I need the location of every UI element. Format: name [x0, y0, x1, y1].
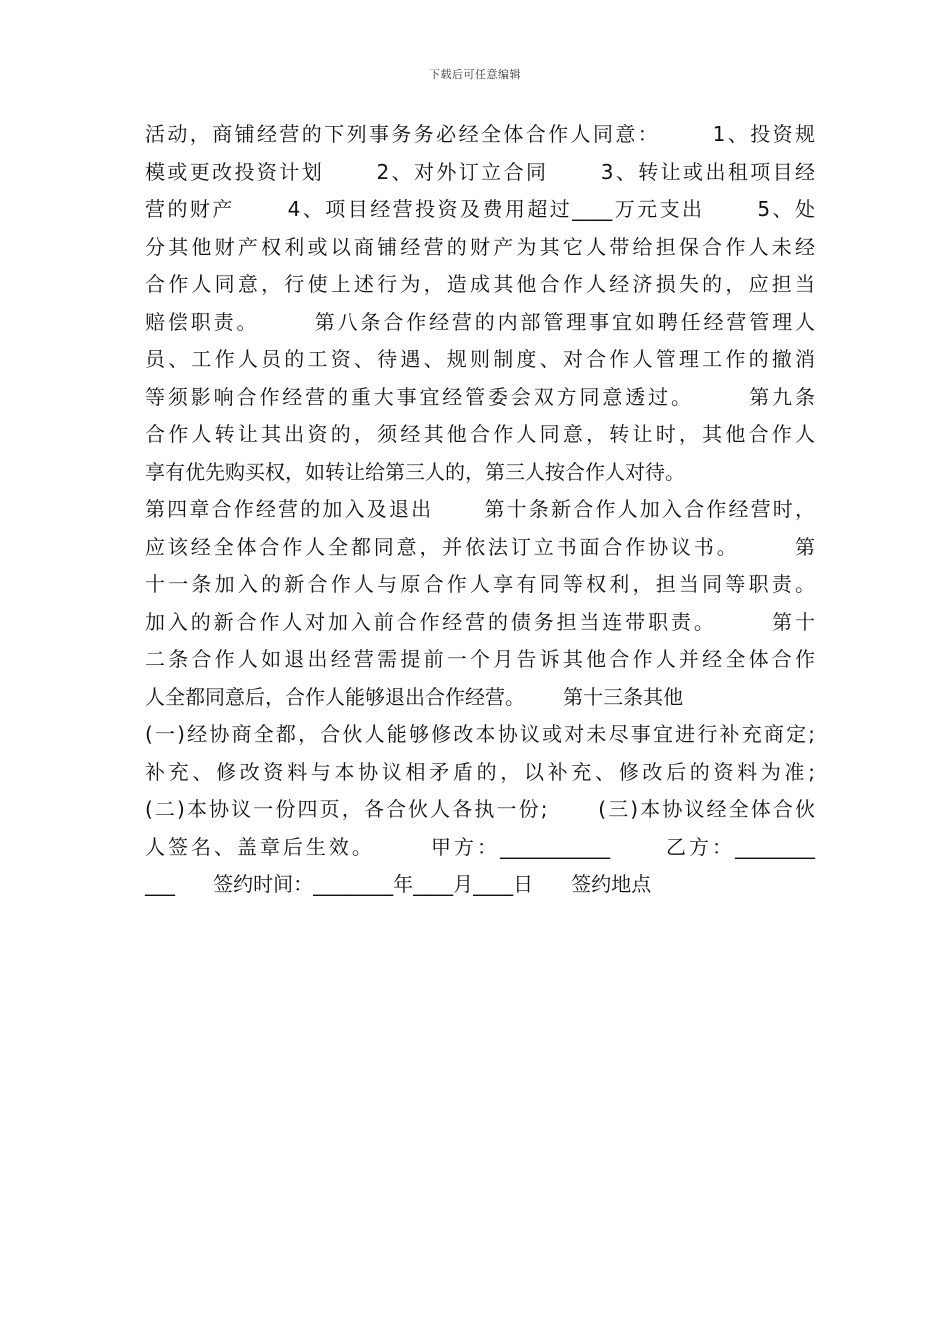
text-line: ___ 签约时间：________年____月____日 签约地点 [145, 872, 652, 896]
text-line: 活动，商铺经营的下列事务务必经全体合作人同意： 1、投资规 [145, 122, 815, 146]
text-line: 享有优先购买权，如转让给第三人的，第三人按合作人对待。 [145, 459, 685, 484]
page-header: 下载后可任意编辑 [429, 68, 521, 81]
text-line: 分其他财产权利或以商铺经营的财产为其它人带给担保合作人未经 [145, 234, 815, 259]
text-line: 员、工作人员的工资、待遇、规则制度、对合作人管理工作的撤消 [145, 347, 815, 371]
document-body [145, 116, 815, 904]
text-line: 人签名、盖章后生效。 甲方：___________ 乙方：________ [145, 834, 815, 859]
text-line: 模或更改投资计划 2、对外订立合同 3、转让或出租项目经 [145, 159, 815, 184]
text-line: 合作人转让其出资的，须经其他合作人同意，转让时，其他合作人 [145, 422, 815, 446]
text-line: 加入的新合作人对加入前合作经营的债务担当连带职责。 第十 [145, 609, 815, 634]
text-line: (二)本协议一份四页，各合伙人各执一份; (三)本协议经全体合伙 [145, 797, 815, 821]
text-line: 二条合作人如退出经营需提前一个月告诉其他合作人并经全体合作 [145, 647, 815, 671]
text-line: 补充、修改资料与本协议相矛盾的，以补充、修改后的资料为准; [145, 759, 815, 784]
text-line: 人全都同意后，合作人能够退出合作经营。 第十三条其他 [145, 684, 684, 709]
text-line: 十一条加入的新合作人与原合作人享有同等权利，担当同等职责。 [145, 572, 815, 596]
text-line: 等须影响合作经营的重大事宜经管委会双方同意透过。 第九条 [145, 384, 815, 409]
text-line: 营的财产 4、项目经营投资及费用超过____万元支出 5、处 [145, 197, 815, 221]
text-line: 应该经全体合作人全都同意，并依法订立书面合作协议书。 第 [145, 534, 815, 559]
text-line: 第四章合作经营的加入及退出 第十条新合作人加入合作经营时， [145, 497, 815, 521]
text-line: (一)经协商全都，合伙人能够修改本协议或对未尽事宜进行补充商定; [145, 722, 815, 746]
text-line: 合作人同意，行使上述行为，造成其他合作人经济损失的，应担当 [145, 272, 815, 296]
text-line: 赔偿职责。 第八条合作经营的内部管理事宜如聘任经营管理人 [145, 309, 815, 334]
